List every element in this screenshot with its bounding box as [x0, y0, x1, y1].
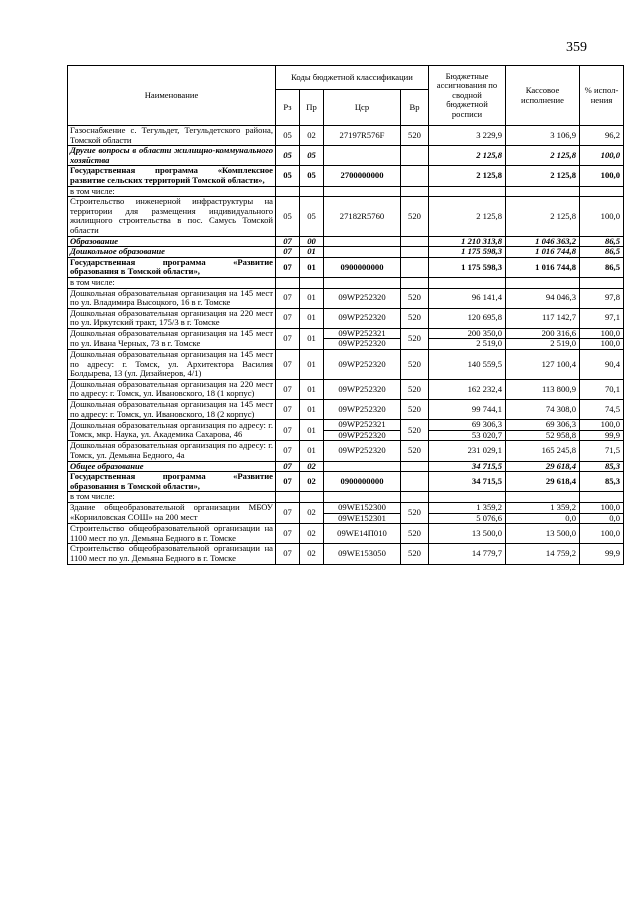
table-row [68, 126, 624, 146]
row-rz: 05 [276, 166, 300, 186]
row-pr: 02 [300, 126, 324, 146]
row-pct: 86,5 [580, 247, 624, 258]
row-cash: 165 245,8 [506, 441, 580, 461]
table-row [68, 441, 624, 461]
row-budget: 1 175 598,3 [429, 257, 506, 277]
empty-cell [506, 186, 580, 197]
row-pct: 97,8 [580, 288, 624, 308]
row-rz: 07 [276, 524, 300, 544]
row-cash: 200 316,6 [506, 328, 580, 339]
row-pr: 00 [300, 236, 324, 247]
row-csr: 2700000000 [324, 166, 401, 186]
empty-cell [300, 186, 324, 197]
row-pr: 01 [300, 328, 324, 349]
row-cash: 13 500,0 [506, 524, 580, 544]
row-pr: 02 [300, 544, 324, 564]
row-cash: 113 800,9 [506, 379, 580, 399]
table-row [68, 544, 624, 564]
row-cash: 52 958,8 [506, 430, 580, 441]
row-name: Государственная программа «Развитие образования в Томской области», [68, 257, 276, 277]
row-budget: 34 715,5 [429, 472, 506, 492]
row-csr: 09WP252320 [324, 400, 401, 420]
row-budget: 1 210 313,8 [429, 236, 506, 247]
row-rz: 05 [276, 126, 300, 146]
row-csr: 27182R5760 [324, 197, 401, 236]
empty-cell [324, 277, 401, 288]
row-csr: 09WP252320 [324, 379, 401, 399]
table-row [68, 350, 624, 380]
row-csr: 09WP252321 [324, 420, 401, 431]
row-budget: 2 519,0 [429, 339, 506, 350]
row-name: Дошкольная образовательная организация по адресу: г. Томск, ул. Демьяна Бедного, 4а [68, 441, 276, 461]
row-csr: 09WP252320 [324, 441, 401, 461]
row-pr: 01 [300, 400, 324, 420]
empty-cell [429, 492, 506, 503]
row-budget: 3 229,9 [429, 126, 506, 146]
row-csr: 09WP252320 [324, 288, 401, 308]
row-pct: 70,1 [580, 379, 624, 399]
row-budget: 13 500,0 [429, 524, 506, 544]
row-vr: 520 [401, 328, 429, 349]
empty-cell [401, 492, 429, 503]
row-csr: 09WE152301 [324, 513, 401, 524]
table-row [68, 146, 624, 166]
row-pct: 90,4 [580, 350, 624, 380]
row-cash: 2 125,8 [506, 166, 580, 186]
row-budget: 14 779,7 [429, 544, 506, 564]
row-rz: 07 [276, 350, 300, 380]
row-pct: 100,0 [580, 166, 624, 186]
row-rz: 07 [276, 379, 300, 399]
row-name: Дошкольное образование [68, 247, 276, 258]
row-rz: 07 [276, 502, 300, 523]
row-name: Образование [68, 236, 276, 247]
empty-cell [276, 186, 300, 197]
table-row [68, 166, 624, 186]
row-cash: 2 125,8 [506, 146, 580, 166]
row-pr: 05 [300, 197, 324, 236]
row-csr: 09WP252320 [324, 430, 401, 441]
row-csr [324, 236, 401, 247]
row-name: Дошкольная образовательная организация на 145 мест по адресу: г. Томск, ул. Ивановского, 18 (2 корпус) [68, 400, 276, 420]
row-cash: 1 046 363,2 [506, 236, 580, 247]
row-cash: 1 016 744,8 [506, 247, 580, 258]
empty-cell [300, 277, 324, 288]
row-budget: 53 020,7 [429, 430, 506, 441]
row-vr [401, 257, 429, 277]
row-csr [324, 146, 401, 166]
row-rz: 07 [276, 257, 300, 277]
budget-table [67, 65, 624, 565]
row-csr: 27197R576F [324, 126, 401, 146]
row-cash: 29 618,4 [506, 472, 580, 492]
row-budget: 162 232,4 [429, 379, 506, 399]
row-vr: 520 [401, 288, 429, 308]
empty-cell [506, 492, 580, 503]
empty-cell [324, 186, 401, 197]
row-name: Другие вопросы в области жилищно-коммунального хозяйства [68, 146, 276, 166]
row-pr: 05 [300, 146, 324, 166]
row-cash: 29 618,4 [506, 461, 580, 472]
row-name: Дошкольная образовательная организация по адресу: г. Томск, мкр. Наука, ул. Академика Сахарова, 46 [68, 420, 276, 441]
row-vr [401, 461, 429, 472]
row-vr [401, 472, 429, 492]
row-pct: 85,3 [580, 461, 624, 472]
row-name: Газоснабжение с. Тегульдет, Тегульдетского района, Томской области [68, 126, 276, 146]
table-row [68, 308, 624, 328]
empty-cell [580, 492, 624, 503]
row-cash: 1 359,2 [506, 502, 580, 513]
row-pr: 02 [300, 461, 324, 472]
row-rz: 07 [276, 236, 300, 247]
table-row [68, 328, 624, 339]
row-rz: 07 [276, 441, 300, 461]
row-rz: 05 [276, 146, 300, 166]
empty-cell [580, 186, 624, 197]
row-budget: 200 350,0 [429, 328, 506, 339]
table-row [68, 400, 624, 420]
row-pct: 0,0 [580, 513, 624, 524]
header-csr: Цср [324, 90, 401, 126]
row-cash: 3 106,9 [506, 126, 580, 146]
row-name: Дошкольная образовательная организация на 145 мест по ул. Ивана Черных, 73 в г. Томске [68, 328, 276, 349]
table-row [68, 257, 624, 277]
row-vr [401, 247, 429, 258]
row-budget: 231 029,1 [429, 441, 506, 461]
row-pr: 01 [300, 441, 324, 461]
row-rz: 07 [276, 288, 300, 308]
row-budget: 96 141,4 [429, 288, 506, 308]
row-pr: 01 [300, 308, 324, 328]
row-budget: 2 125,8 [429, 197, 506, 236]
row-name: в том числе: [68, 277, 276, 288]
row-vr: 520 [401, 350, 429, 380]
row-cash: 69 306,3 [506, 420, 580, 431]
row-pct: 85,3 [580, 472, 624, 492]
row-pct: 86,5 [580, 257, 624, 277]
table-row [68, 461, 624, 472]
row-cash: 74 308,0 [506, 400, 580, 420]
row-budget: 1 359,2 [429, 502, 506, 513]
row-pr: 01 [300, 288, 324, 308]
row-budget: 69 306,3 [429, 420, 506, 431]
row-vr: 520 [401, 126, 429, 146]
row-budget: 99 744,1 [429, 400, 506, 420]
row-vr: 520 [401, 420, 429, 441]
row-vr: 520 [401, 197, 429, 236]
row-budget: 1 175 598,3 [429, 247, 506, 258]
row-name: Строительство общеобразовательной организации на 1100 мест по ул. Демьяна Бедного в г. Томске [68, 524, 276, 544]
row-pr: 01 [300, 257, 324, 277]
row-pr: 02 [300, 524, 324, 544]
table-row [68, 379, 624, 399]
row-cash: 1 016 744,8 [506, 257, 580, 277]
row-pr: 01 [300, 420, 324, 441]
header-pct: % испол-нения [580, 66, 624, 126]
row-pct: 97,1 [580, 308, 624, 328]
row-pct: 99,9 [580, 430, 624, 441]
header-vr: Вр [401, 90, 429, 126]
row-name: Строительство инженерной инфраструктуры на территории для размещения индивидуального жилищного строительства в пос. Самусь Томской области [68, 197, 276, 236]
row-pct: 100,0 [580, 328, 624, 339]
row-vr: 520 [401, 400, 429, 420]
row-pct: 100,0 [580, 420, 624, 431]
row-pct: 100,0 [580, 524, 624, 544]
row-pr: 05 [300, 166, 324, 186]
row-budget: 120 695,8 [429, 308, 506, 328]
row-pr: 02 [300, 502, 324, 523]
row-csr [324, 247, 401, 258]
table-row [68, 502, 624, 513]
row-csr: 0900000000 [324, 472, 401, 492]
table-row [68, 236, 624, 247]
row-cash: 2 125,8 [506, 197, 580, 236]
table-row [68, 288, 624, 308]
empty-cell [580, 277, 624, 288]
row-budget: 2 125,8 [429, 146, 506, 166]
header-budget: Бюджетные ассигнования по сводной бюджетной росписи [429, 66, 506, 126]
row-budget: 34 715,5 [429, 461, 506, 472]
row-rz: 07 [276, 400, 300, 420]
row-csr: 09WE152300 [324, 502, 401, 513]
table-row-subheading [68, 277, 624, 288]
row-csr [324, 461, 401, 472]
row-name: Дошкольная образовательная организация на 220 мест по ул. Иркутский тракт, 175/3 в г. Томске [68, 308, 276, 328]
empty-cell [429, 186, 506, 197]
row-vr: 520 [401, 308, 429, 328]
row-rz: 07 [276, 420, 300, 441]
row-name: Государственная программа «Развитие образования в Томской области», [68, 472, 276, 492]
empty-cell [401, 277, 429, 288]
row-pct: 100,0 [580, 339, 624, 350]
row-pct: 71,5 [580, 441, 624, 461]
row-pr: 02 [300, 472, 324, 492]
row-name: Дошкольная образовательная организация на 220 мест по адресу: г. Томск, ул. Ивановского, 18 (1 корпус) [68, 379, 276, 399]
row-csr: 09WE14П010 [324, 524, 401, 544]
row-rz: 07 [276, 308, 300, 328]
row-pct: 100,0 [580, 197, 624, 236]
row-rz: 07 [276, 472, 300, 492]
row-budget: 2 125,8 [429, 166, 506, 186]
table-row [68, 197, 624, 236]
row-vr: 520 [401, 441, 429, 461]
row-cash: 2 519,0 [506, 339, 580, 350]
row-budget: 140 559,5 [429, 350, 506, 380]
row-name: Строительство общеобразовательной организации на 1100 мест по ул. Демьяна Бедного в г. Томске [68, 544, 276, 564]
row-rz: 07 [276, 328, 300, 349]
row-cash: 94 046,3 [506, 288, 580, 308]
empty-cell [276, 277, 300, 288]
row-budget: 5 076,6 [429, 513, 506, 524]
row-pct: 96,2 [580, 126, 624, 146]
empty-cell [506, 277, 580, 288]
row-pr: 01 [300, 379, 324, 399]
empty-cell [324, 492, 401, 503]
row-cash: 117 142,7 [506, 308, 580, 328]
row-vr [401, 166, 429, 186]
row-pr: 01 [300, 247, 324, 258]
row-pct: 74,5 [580, 400, 624, 420]
row-name: Государственная программа «Комплексное развитие сельских территорий Томской области», [68, 166, 276, 186]
row-name: Дошкольная образовательная организация на 145 мест по ул. Владимира Высоцкого, 16 в г. Томске [68, 288, 276, 308]
header-pr: Пр [300, 90, 324, 126]
row-rz: 07 [276, 461, 300, 472]
row-vr [401, 236, 429, 247]
empty-cell [401, 186, 429, 197]
row-csr: 09WE153050 [324, 544, 401, 564]
row-vr: 520 [401, 544, 429, 564]
row-pct: 86,5 [580, 236, 624, 247]
row-name: Дошкольная образовательная организация на 145 мест по адресу: г. Томск, ул. Архитектора Василия Болдырева, 13 (ул. Дизайнеров, 4/1) [68, 350, 276, 380]
table-row [68, 524, 624, 544]
row-csr: 09WP252321 [324, 328, 401, 339]
row-vr: 520 [401, 379, 429, 399]
empty-cell [276, 492, 300, 503]
row-csr: 09WP252320 [324, 308, 401, 328]
empty-cell [300, 492, 324, 503]
empty-cell [429, 277, 506, 288]
header-cash: Кассовое исполнение [506, 66, 580, 126]
table-row-subheading [68, 186, 624, 197]
row-cash: 127 100,4 [506, 350, 580, 380]
row-name: в том числе: [68, 492, 276, 503]
row-pr: 01 [300, 350, 324, 380]
table-row [68, 472, 624, 492]
row-pct: 100,0 [580, 146, 624, 166]
row-vr [401, 146, 429, 166]
row-name: Общее образование [68, 461, 276, 472]
row-vr: 520 [401, 502, 429, 523]
header-name: Наименование [68, 66, 276, 126]
header-codes: Коды бюджетной классификации [276, 66, 429, 90]
row-vr: 520 [401, 524, 429, 544]
row-pct: 99,9 [580, 544, 624, 564]
row-csr: 09WP252320 [324, 339, 401, 350]
page-number: 359 [566, 40, 587, 55]
row-cash: 0,0 [506, 513, 580, 524]
row-rz: 05 [276, 197, 300, 236]
row-name: Здание общеобразовательной организации МБОУ «Корниловская СОШ» на 200 мест [68, 502, 276, 523]
row-name: в том числе: [68, 186, 276, 197]
table-row-subheading [68, 492, 624, 503]
row-cash: 14 759,2 [506, 544, 580, 564]
row-rz: 07 [276, 247, 300, 258]
row-csr: 09WP252320 [324, 350, 401, 380]
row-pct: 100,0 [580, 502, 624, 513]
header-rz: Рз [276, 90, 300, 126]
table-row [68, 247, 624, 258]
row-rz: 07 [276, 544, 300, 564]
row-csr: 0900000000 [324, 257, 401, 277]
table-row [68, 420, 624, 431]
